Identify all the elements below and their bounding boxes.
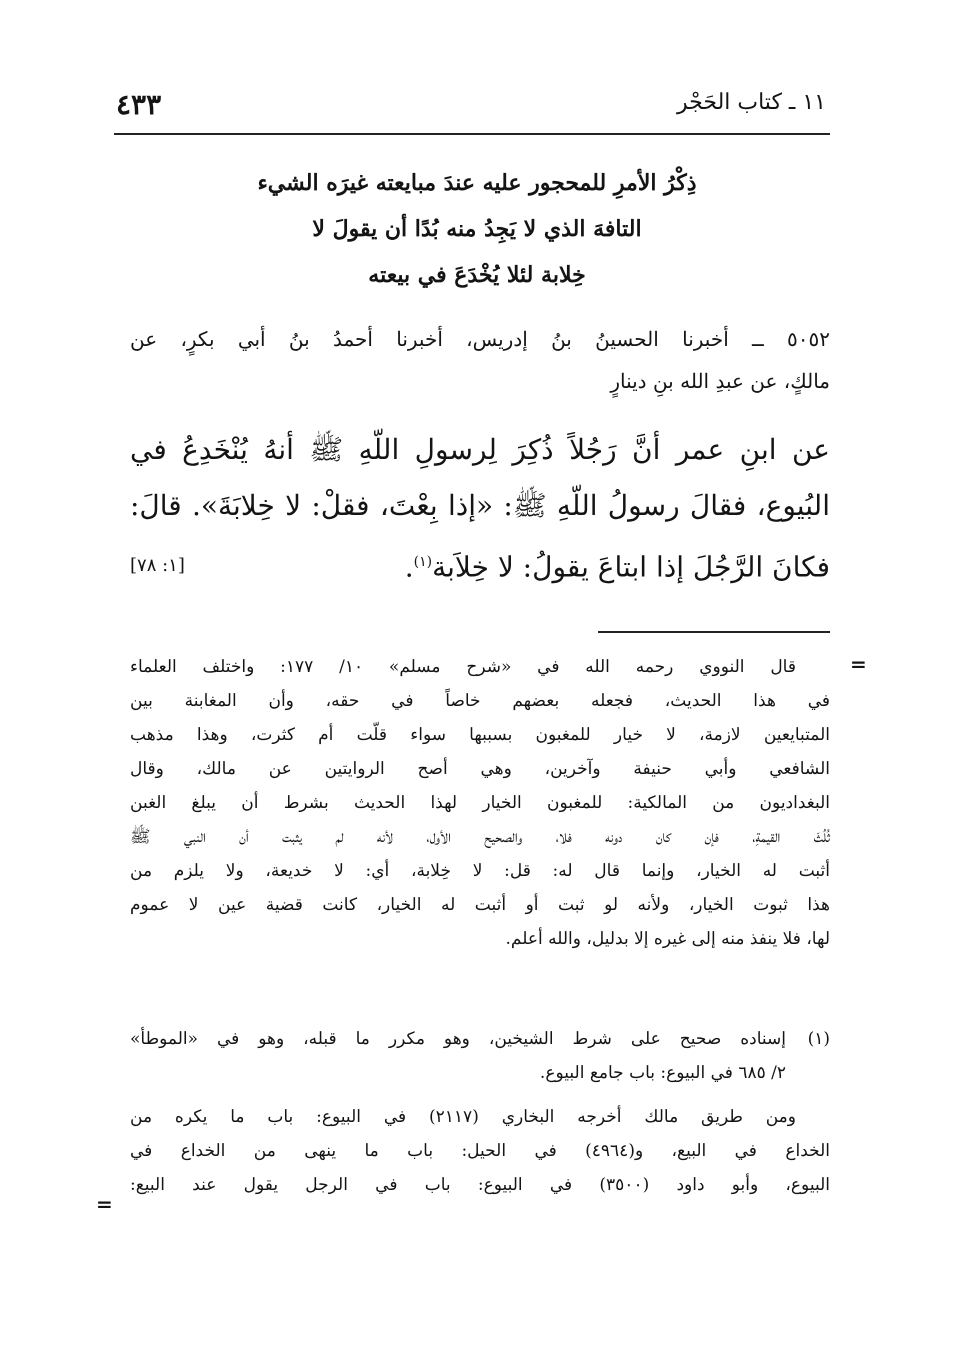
- matn-last-text: [405, 534, 830, 595]
- footnote-1: [130, 1022, 830, 1090]
- continuation-mark-top: =: [850, 652, 867, 676]
- footnote-line: ثُلُثَ القيمةِ، فإن كان دونه فلا، والصحيح الأول، لأنه لم يثبت أن النبي ﷺ: [130, 827, 830, 847]
- footnote-line: في هذا الحديث، فجعله بعضهم خاصاً في حقه، وأن المغابنة بين: [130, 691, 830, 711]
- chapter-heading-line: خِلابة لئلا يُخْدَعَ في بيعته: [368, 262, 586, 288]
- footnote-1-first-line: [130, 1022, 830, 1056]
- footnote-line: أثبت له الخيار، وإنما قال له: قل: لا خِلابة، أي: لا خديعة، ولا يلزم من: [130, 861, 830, 881]
- matn-last-line: [130, 534, 830, 590]
- isnad-line: ٥٠٥٢ ــ أخبرنا الحسينُ بنُ إدريس، أخبرنا أحمدُ بنُ أبي بكرٍ، عن: [130, 327, 830, 351]
- chapter-heading-line: التافهَ الذي لا يَجِدُ منه بُدًا أن يقولَ لا: [312, 216, 642, 242]
- hadith-matn: [130, 422, 830, 590]
- chapter-heading: [180, 160, 774, 298]
- footnote-line: هذا ثبوت الخيار، ولأنه لو ثبت أو أثبت له الخيار، كانت قضية عين لا عموم: [130, 895, 830, 915]
- footnote-line: البيوع، وأبو داود (٣٥٠٠) في البيوع: باب في الرجل يقول عند البيع:: [130, 1175, 830, 1195]
- footnote-line: قال النووي رحمه الله في «شرح مسلم» ١٠/ ١٧٧: واختلف العلماء: [130, 657, 796, 677]
- hadith-isnad: [130, 318, 830, 402]
- hadith-reference-number: [١: ٧٨]: [130, 555, 185, 576]
- header-divider: [114, 133, 830, 135]
- footnote-1-sources: [130, 1100, 830, 1202]
- footnote-line: المتبايعين لازمة، لا خيار للمغبون بسببها سواء قلّت أم كثرت، وهذا مذهب: [130, 725, 830, 745]
- running-title: ١١ ـ كتاب الحَجْر: [677, 90, 826, 115]
- page-number: ٤٣٣: [116, 88, 162, 121]
- footnote-line: الخداع في البيع، و(٤٩٦٤) في الحيل: باب ما ينهى من الخداع في: [130, 1141, 830, 1161]
- footnote-line: ومن طريق مالك أخرجه البخاري (٢١١٧) في البيوع: باب ما يكره من: [130, 1107, 796, 1127]
- footnote-line: الشافعي وأبي حنيفة وآخرين، وهي أصح الروايتين عن مالك، وقال: [130, 759, 830, 779]
- matn-line: البُيوع، فقالَ رسولُ اللّهِ ﷺ: «إذا بِعْتَ، فقلْ: لا خِلابَةَ». قالَ:: [130, 489, 830, 522]
- footnote-nawawi: [130, 650, 830, 956]
- matn-line: فكانَ الرَّجُلَ إذا ابتاعَ يقولُ: لا خِلاَبة: [432, 550, 830, 584]
- chapter-heading-line: ذِكْرُ الأمرِ للمحجور عليه عندَ مبايعته غيرَه الشيء: [257, 170, 697, 196]
- footnote-line: لها، فلا ينفذ منه إلى غيره إلا بدليل، والله أعلم.: [505, 929, 830, 949]
- footnote-divider: [598, 631, 830, 633]
- matn-end-mark: .: [404, 550, 414, 584]
- footnote-line: البغداديون من المالكية: للمغبون الخيار لهذا الحديث بشرط أن يبلغ الغبن: [130, 793, 830, 813]
- footnote-line: إسناده صحيح على شرط الشيخين، وهو مكرر ما قبله، وهو في «الموطأ»: [130, 1029, 786, 1049]
- matn-line: عن ابنِ عمر أنَّ رَجُلاً ذُكِرَ لِرسولِ اللّهِ ﷺ أنهُ يُنْخَدِعُ في: [130, 433, 830, 466]
- footnote-1-marker: (١): [807, 1029, 830, 1049]
- isnad-line: مالكٍ، عن عبدِ الله بنِ دينارٍ: [610, 369, 830, 393]
- footnote-reference[interactable]: (١): [413, 554, 433, 570]
- continuation-mark-bottom: =: [96, 1192, 113, 1216]
- footnote-line: ٢/ ٦٨٥ في البيوع: باب جامع البيوع.: [539, 1063, 786, 1083]
